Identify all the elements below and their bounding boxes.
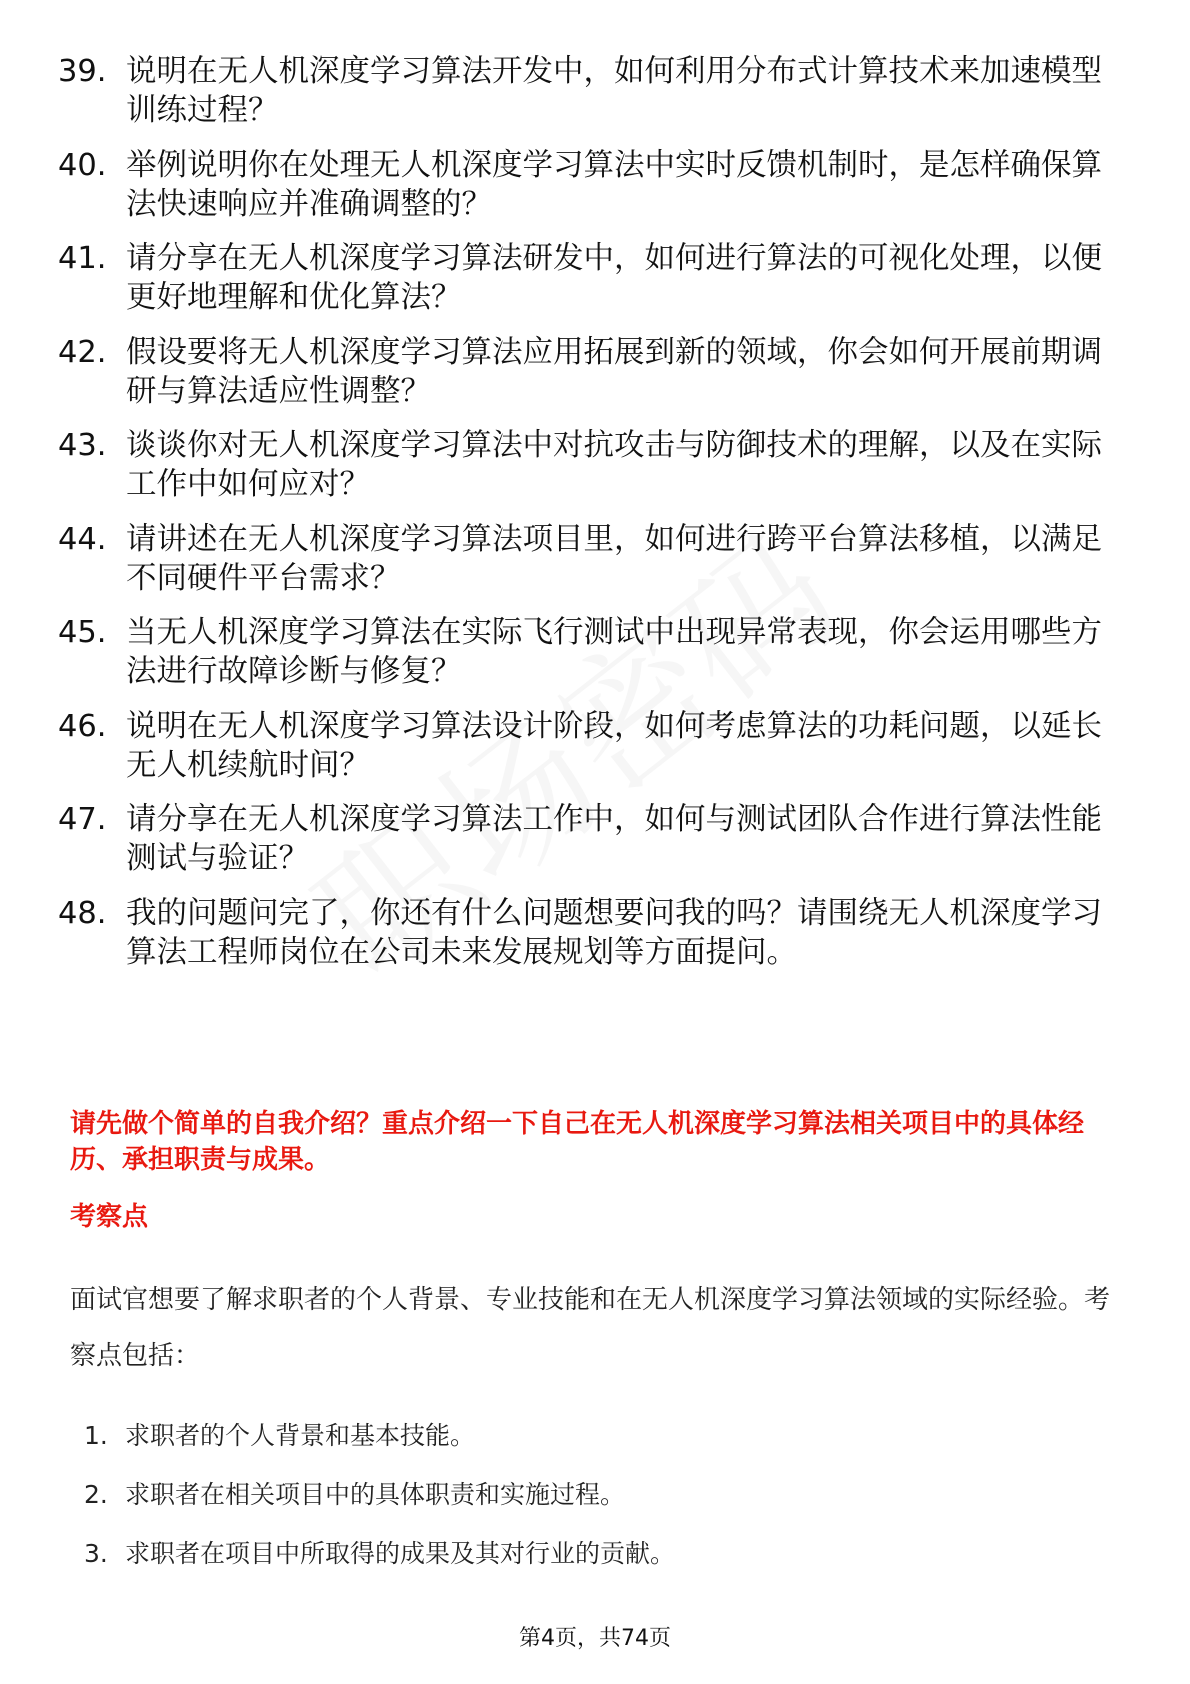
assessment-point (84, 1477, 675, 1536)
assessment-point-list (84, 1418, 675, 1595)
question-text: 请讲述在无人机深度学习算法项目里，如何进行跨平台算法移植，以满足不同硬件平台需求？ (126, 521, 1102, 596)
point-text: 求职者的个人背景和基本技能。 (125, 1421, 476, 1450)
question-text: 谈谈你对无人机深度学习算法中对抗攻击与防御技术的理解，以及在实际工作中如何应对？ (126, 428, 1102, 502)
assessment-point (84, 1418, 675, 1477)
question-text: 假设要将无人机深度学习算法应用拓展到新的领域，你会如何开展前期调研与算法适应性调整？ (126, 334, 1102, 409)
question-number: 41. (58, 241, 107, 276)
question-number: 40. (58, 147, 107, 183)
question-item (58, 800, 1118, 878)
point-text: 求职者在项目中所取得的成果及其对行业的贡献。 (125, 1539, 676, 1568)
question-item (58, 52, 1118, 130)
question-item (58, 520, 1118, 598)
question-text: 我的问题问完了，你还有什么问题想要问我的吗？请围绕无人机深度学习算法工程师岗位在公司未来发展规划等方面提问。 (126, 895, 1102, 970)
question-item (58, 707, 1118, 785)
question-text: 举例说明你在处理无人机深度学习算法中实时反馈机制时，是怎样确保算法快速响应并准确调整的？ (126, 147, 1102, 222)
question-text: 请分享在无人机深度学习算法研发中，如何进行算法的可视化处理，以便更好地理解和优化算法？ (126, 241, 1102, 315)
question-number: 45. (58, 615, 107, 650)
highlight-question: 请先做个简单的自我介绍？重点介绍一下自己在无人机深度学习算法相关项目中的具体经历、承担职责与成果。 (70, 1109, 1085, 1175)
question-item (58, 146, 1118, 224)
page-footer: 第4页，共74页 (519, 1626, 671, 1651)
question-number: 42. (58, 334, 107, 370)
question-number: 47. (58, 802, 107, 837)
question-text: 说明在无人机深度学习算法设计阶段，如何考虑算法的功耗问题，以延长无人机续航时间？ (126, 708, 1102, 783)
point-number: 3. (84, 1539, 108, 1568)
point-number: 1. (84, 1421, 108, 1450)
question-item (58, 894, 1118, 972)
question-number: 39. (58, 54, 107, 89)
question-number: 44. (58, 521, 107, 557)
question-item (58, 239, 1118, 317)
question-text: 请分享在无人机深度学习算法工作中，如何与测试团队合作进行算法性能测试与验证？ (126, 802, 1102, 876)
intro-paragraph: 面试官想要了解求职者的个人背景、专业技能和在无人机深度学习算法领域的实际经验。考察点包括： (70, 1285, 1111, 1371)
assessment-point (84, 1536, 675, 1595)
question-text: 当无人机深度学习算法在实际飞行测试中出现异常表现，你会运用哪些方法进行故障诊断与修复？ (126, 615, 1102, 689)
question-text: 说明在无人机深度学习算法开发中，如何利用分布式计算技术来加速模型训练过程？ (126, 54, 1102, 128)
question-number: 48. (58, 895, 107, 931)
question-item (58, 613, 1118, 691)
question-item (58, 426, 1118, 504)
question-number: 46. (58, 708, 107, 744)
section-heading: 考察点 (70, 1202, 149, 1232)
point-number: 2. (84, 1480, 108, 1509)
question-list (58, 52, 1118, 987)
question-number: 43. (58, 428, 107, 463)
question-item (58, 333, 1118, 411)
point-text: 求职者在相关项目中的具体职责和实施过程。 (125, 1480, 626, 1509)
